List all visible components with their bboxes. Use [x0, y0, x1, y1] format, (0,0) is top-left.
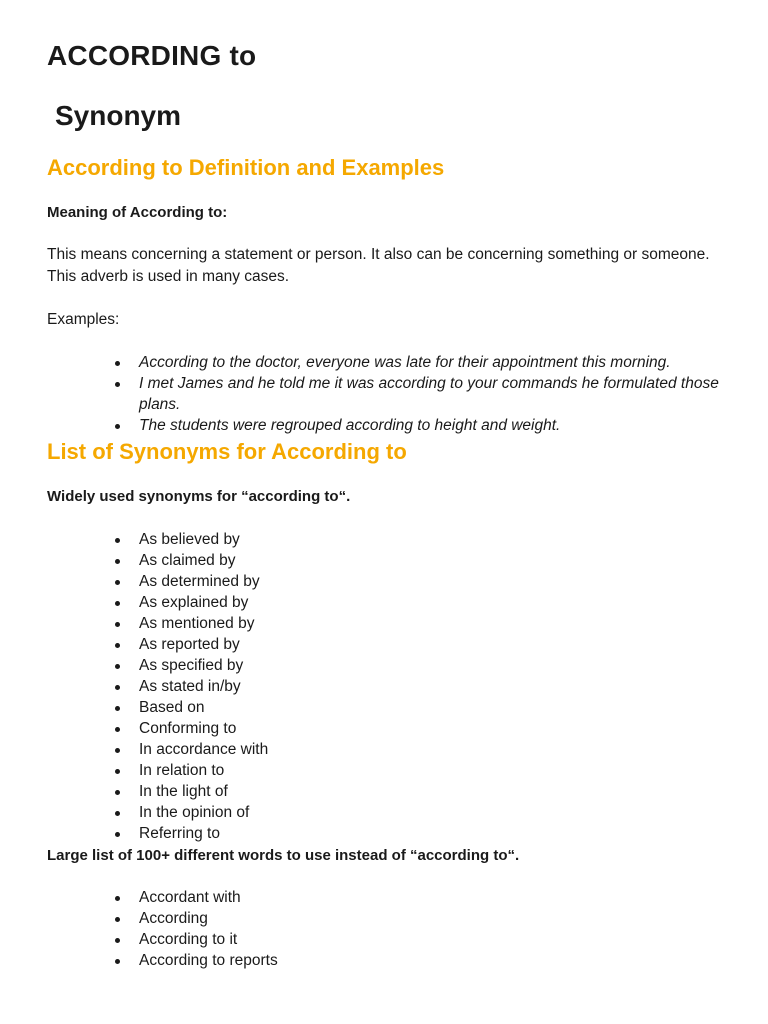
synonym-item: Conforming to	[0, 718, 719, 739]
synonym-item: According to reports	[0, 950, 719, 971]
examples-label: Examples:	[47, 311, 120, 328]
synonym-item: In the opinion of	[0, 802, 719, 823]
synonyms-heading: List of Synonyms for According to	[47, 439, 407, 464]
synonym-item: Based on	[0, 697, 719, 718]
synonym-item: As claimed by	[0, 550, 719, 571]
definition-heading: According to Definition and Examples	[47, 155, 445, 180]
synonym-item: As determined by	[0, 571, 719, 592]
synonym-item: According	[0, 908, 719, 929]
synonym-item: Accordant with	[0, 887, 719, 908]
synonym-item: As stated in/by	[0, 676, 719, 697]
synonym-item: As believed by	[0, 529, 719, 550]
large-synonyms-list	[0, 887, 768, 971]
synonym-item: In accordance with	[0, 739, 719, 760]
synonym-item: As explained by	[0, 592, 719, 613]
synonym-item: Referring to	[0, 823, 719, 844]
example-item: According to the doctor, everyone was late for their appointment this morning.	[0, 352, 719, 373]
widely-used-label: Widely used synonyms for “according to“.	[47, 488, 351, 505]
definition-paragraph: This means concerning a statement or person. It also can be concerning something or someone. This adverb is used in many cases.	[47, 246, 710, 285]
example-item: I met James and he told me it was according to your commands he formulated those plans.	[0, 373, 719, 415]
widely-used-synonyms-list	[0, 529, 768, 844]
examples-list	[0, 352, 768, 436]
page-subtitle: Synonym	[55, 100, 182, 131]
meaning-label: Meaning of According to:	[47, 204, 228, 221]
synonym-item: In the light of	[0, 781, 719, 802]
synonym-item: As mentioned by	[0, 613, 719, 634]
page-title: ACCORDING to	[47, 40, 257, 71]
synonym-item: In relation to	[0, 760, 719, 781]
example-item: The students were regrouped according to height and weight.	[0, 415, 719, 436]
synonym-item: As reported by	[0, 634, 719, 655]
synonym-item: According to it	[0, 929, 719, 950]
large-list-label: Large list of 100+ different words to use instead of “according to“.	[47, 847, 520, 864]
synonym-item: As specified by	[0, 655, 719, 676]
